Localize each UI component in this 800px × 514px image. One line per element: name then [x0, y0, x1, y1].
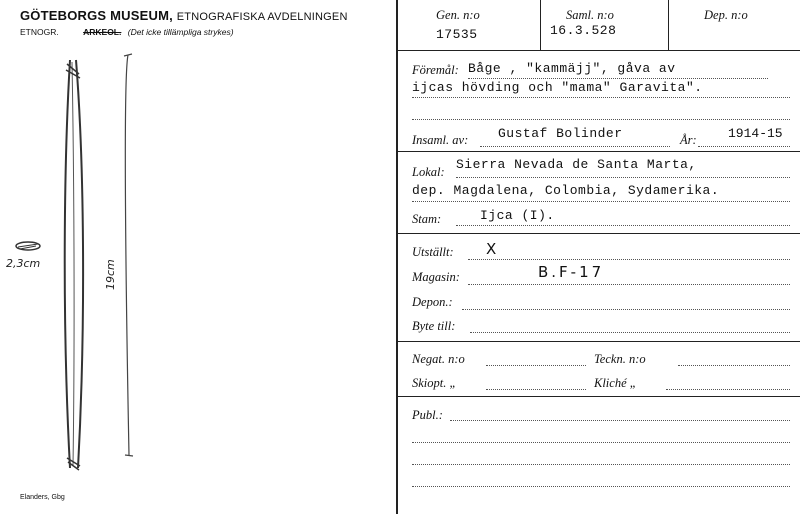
- dotted-line: [412, 442, 790, 443]
- dotted-line: [462, 309, 790, 310]
- rule: [398, 396, 800, 397]
- dotted-line: [678, 365, 790, 366]
- length-annotation: 19cm: [104, 259, 117, 290]
- dotted-line: [412, 201, 790, 202]
- publ-label: Publ.:: [412, 408, 443, 422]
- saml-nr-value: 16.3.528: [550, 23, 617, 38]
- stam-value: Ijca (I).: [480, 208, 555, 223]
- left-card: [0, 0, 390, 514]
- gen-nr-label: Gen. n:o: [436, 8, 480, 22]
- rule: [398, 233, 800, 234]
- dotted-line: [412, 464, 790, 465]
- bow-drawing: [0, 0, 390, 514]
- insaml-label: Insaml. av:: [412, 133, 469, 147]
- dotted-line: [666, 389, 790, 390]
- magasin-label: Magasin:: [412, 270, 460, 284]
- stam-label: Stam:: [412, 212, 442, 226]
- teckn-label: Teckn. n:o: [594, 352, 646, 366]
- lokal-line-2: dep. Magdalena, Colombia, Sydamerika.: [412, 183, 720, 198]
- dotted-line: [412, 97, 790, 98]
- dotted-line: [456, 177, 790, 178]
- header-divider: [540, 0, 541, 50]
- byte-label: Byte till:: [412, 319, 456, 333]
- dep-nr-label: Dep. n:o: [704, 8, 748, 22]
- ar-value: 1914-15: [728, 126, 783, 141]
- utstallt-mark: X: [486, 240, 500, 258]
- foremal-line-2: ijcas hövding och "mama" Garavita".: [412, 80, 703, 95]
- dotted-line: [468, 78, 768, 79]
- dotted-line: [468, 284, 790, 285]
- department-name: ETNOGRAFISKA AVDELNINGEN: [176, 11, 348, 23]
- dotted-line: [480, 146, 670, 147]
- lokal-line-1: Sierra Nevada de Santa Marta,: [456, 157, 697, 172]
- rule: [398, 341, 800, 342]
- dotted-line: [412, 486, 790, 487]
- depon-label: Depon.:: [412, 295, 453, 309]
- width-annotation: 2,3cm: [6, 257, 41, 270]
- dotted-line: [486, 365, 586, 366]
- right-card: [396, 0, 800, 514]
- dotted-line: [486, 389, 586, 390]
- dotted-line: [412, 119, 790, 120]
- negat-label: Negat. n:o: [412, 352, 465, 366]
- header-divider: [668, 0, 669, 50]
- lokal-label: Lokal:: [412, 165, 445, 179]
- rule: [398, 50, 800, 51]
- category-etnogr: ETNOGR.: [20, 27, 59, 37]
- utstallt-label: Utställt:: [412, 245, 454, 259]
- dotted-line: [456, 225, 790, 226]
- skiopt-label: Skiopt. „: [412, 376, 457, 390]
- saml-nr-label: Saml. n:o: [566, 8, 614, 22]
- gen-nr-value: 17535: [436, 27, 478, 42]
- dotted-line: [468, 259, 790, 260]
- museum-name: GÖTEBORGS MUSEUM,: [20, 8, 173, 23]
- dotted-line: [698, 146, 790, 147]
- rule: [398, 151, 800, 152]
- ar-label: År:: [680, 133, 697, 147]
- dotted-line: [470, 332, 790, 333]
- kliche-label: Kliché „: [594, 376, 637, 390]
- category-struck: ARKEOL.: [83, 27, 122, 37]
- printer-imprint: Elanders, Gbg: [20, 494, 65, 501]
- foremal-label: Föremål:: [412, 63, 459, 77]
- dotted-line: [450, 420, 790, 421]
- category-note: (Det icke tillämpliga strykes): [127, 27, 234, 37]
- insaml-value: Gustaf Bolinder: [498, 126, 623, 141]
- foremal-line-1: Båge , "kammäjj", gåva av: [468, 61, 676, 76]
- magasin-value: B.F-17: [538, 263, 605, 281]
